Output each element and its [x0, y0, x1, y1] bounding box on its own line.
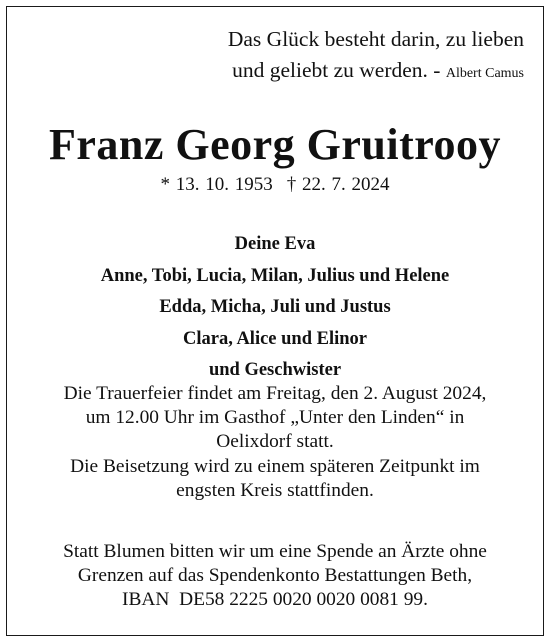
mourner-line: Clara, Alice und Elinor — [183, 328, 367, 349]
mourners-list — [0, 229, 550, 387]
donation-line: Grenzen auf das Spendenkonto Bestattungen Beth, — [77, 565, 473, 587]
life-dates — [0, 172, 550, 198]
donation-request — [0, 540, 550, 613]
mourner-line: und Geschwister — [208, 360, 342, 381]
quote-author: Albert Camus — [445, 66, 524, 81]
mourner-line: Edda, Micha, Juli und Justus — [159, 297, 391, 318]
donation-line: Statt Blumen bitten wir um eine Spende an Ärzte ohne — [63, 541, 487, 562]
quote-text: und geliebt zu werden. - — [232, 58, 441, 82]
funeral-line: Die Beisetzung wird zu einem späteren Zeitpunkt im — [70, 455, 480, 477]
birth-date: * 13. 10. 1953 — [160, 174, 273, 195]
death-date: † 22. 7. 2024 — [286, 174, 390, 195]
quote-line-1: Das Glück besteht darin, zu lieben — [227, 27, 524, 51]
funeral-line: Oelixdorf statt. — [216, 431, 334, 453]
funeral-line: engsten Kreis stattfinden. — [176, 479, 374, 501]
quote-line-2 — [228, 55, 524, 89]
donation-iban: IBAN DE58 2225 0020 0020 0081 99. — [122, 589, 428, 611]
funeral-details — [0, 382, 550, 503]
funeral-line: um 12.00 Uhr im Gasthof „Unter den Linden“ in — [85, 407, 465, 429]
funeral-line: Die Trauerfeier findet am Freitag, den 2. August 2024, — [63, 383, 487, 404]
epigraph-quote — [228, 24, 524, 89]
deceased-name: Franz Georg Gruitrooy — [48, 120, 502, 169]
mourner-line: Anne, Tobi, Lucia, Milan, Julius und Helene — [100, 265, 450, 286]
mourner-line: Deine Eva — [234, 234, 316, 254]
